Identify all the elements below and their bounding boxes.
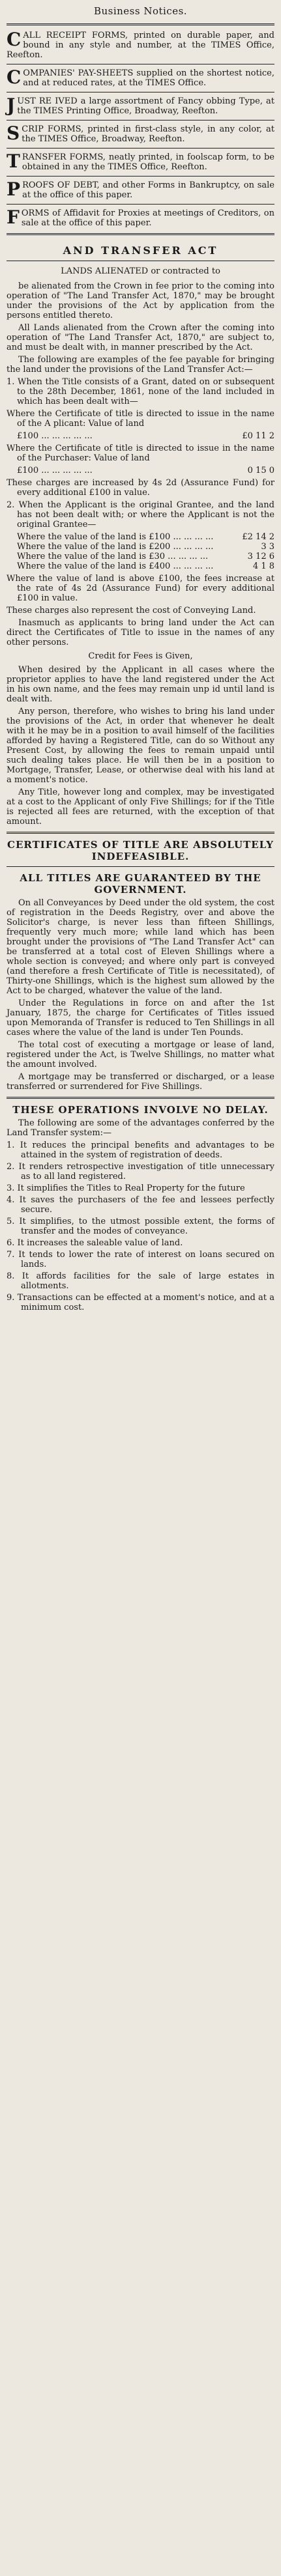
cert-para-4: A mortgage may be transferred or discharged, or a lease transferred or surrendered for Five Shillings. xyxy=(7,1072,274,1092)
drop-cap: S xyxy=(7,122,20,144)
drop-cap: P xyxy=(7,178,21,200)
any-person-para: Any person, therefore, who wishes to bring his land under the provisions of the Act, in order that whenever he dealt with it he may be in a position to avail himself of the facilities afforded by having a Registered Title, can do so Without any Present Cost, by allowing the fees to remain unpaid until such dealing takes place. He will then be in a position to Mortgage, Transfer, Lease, or otherwise deal with his land at a moment's notice. xyxy=(7,707,274,785)
item-purchaser: Where the Certificate of title is directed to issue in the name of the Purchaser: Value of land xyxy=(7,444,274,463)
drop-cap: J xyxy=(7,94,16,116)
any-title-para: Any Title, however long and complex, may be investigated at a cost to the Applicant of only Five Shillings; for if the Title is rejected all fees are returned, with the exception of that amount. xyxy=(7,787,274,827)
ad-notice xyxy=(7,124,274,144)
ad-notice xyxy=(7,31,274,60)
fee-amount: £0 11 2 xyxy=(242,431,274,441)
cert-para-2: Under the Regulations in force on and after the 1st January, 1875, the charge for Certificates of Titles issued upon Memoranda of Transfer is reduced to Ten Shillings in all cases where the value of the land is under Ten Pounds. xyxy=(7,998,274,1038)
list-item: 4. It saves the purchasers of the fee and lessees perfectly secure. xyxy=(7,1195,274,1215)
credit-heading: Credit for Fees is Given, xyxy=(88,651,193,661)
fee-amount: 3 12 6 xyxy=(247,552,274,561)
ads-column xyxy=(7,31,274,228)
ad-notice xyxy=(7,152,274,172)
drop-cap: F xyxy=(7,206,20,228)
fee-amount: 3 3 xyxy=(261,542,274,552)
fee-row xyxy=(7,552,274,561)
fee-label: Where the value of the land is £30 ... ... ... ... xyxy=(17,552,209,561)
divider xyxy=(7,233,274,235)
item-increase: These charges are increased by 4s 2d (Assurance Fund) for every additional £100 in value. xyxy=(7,478,274,498)
list-item: 2. It renders retrospective investigation of title unnecessary as to all land registered. xyxy=(7,1162,274,1182)
list-item: 1. It reduces the principal benefits and advantages to be attained in the system of registration of deeds. xyxy=(7,1140,274,1160)
ad-text: CRIP FORMS, printed in first-class style, in any color, at the TIMES Office, Broadway, Reefton. xyxy=(22,124,274,144)
page-header: Business Notices. xyxy=(93,5,188,17)
ad-text: ORMS of Affidavit for Proxies at meetings of Creditors, on sale at the office of this paper. xyxy=(21,208,274,228)
inasmuch-para: Inasmuch as applicants to bring land under the Act can direct the Certificates of Title to issue in the names of any other persons. xyxy=(7,618,274,647)
ad-notice xyxy=(7,68,274,88)
drop-cap: T xyxy=(7,150,20,172)
certificates-heading: CERTIFICATES OF TITLE ARE ABSOLUTELY INDEFEASIBLE. xyxy=(7,839,274,862)
divider xyxy=(7,1097,274,1099)
list-item: 8. It affords facilities for the sale of large estates in allotments. xyxy=(7,1271,274,1291)
item-1: 1. When the Title consists of a Grant, dated on or subsequent to the 28th December, 1861, none of the land included in which has been dealt with— xyxy=(7,377,274,406)
fee-amount: 0 15 0 xyxy=(247,466,274,475)
ad-text: RANSFER FORMS, neatly printed, in foolscap form, to be obtained in any the TIMES Office, Reefton. xyxy=(22,152,274,172)
ad-notice xyxy=(7,96,274,116)
examples-intro: The following are examples of the fee payable for bringing the land under the provisions of the Land Transfer Act:— xyxy=(7,355,274,375)
operations-intro: The following are some of the advantages conferred by the Land Transfer system:— xyxy=(7,1118,274,1138)
advantages-list xyxy=(7,1140,274,1312)
act-intro-2: All Lands alienated from the Crown after the coming into operation of "The Land Transfer Act, 1870," are subject to, and must be dealt with, in manner prescribed by the Act. xyxy=(7,323,274,352)
divider xyxy=(7,148,274,149)
drop-cap: C xyxy=(7,29,22,50)
ad-text: OMPANIES' PAY-SHEETS supplied on the shortest notice, and at reduced rates, at the TIMES Office. xyxy=(23,68,274,88)
fee-row xyxy=(7,431,274,441)
increase-note: Where the value of land is above £100, the fees increase at the rate of 4s 2d (Assurance Fund) for every additional £100 in value. xyxy=(7,574,274,603)
act-subtitle: LANDS ALIENATED or contracted to xyxy=(61,266,220,276)
item-2: 2. When the Applicant is the original Grantee, and the land has not been dealt with; or where the Applicant is not the original Grantee— xyxy=(7,500,274,530)
fee-row xyxy=(7,466,274,475)
conveyancing-note: These charges also represent the cost of Conveying Land. xyxy=(7,606,256,616)
act-title: AND TRANSFER ACT xyxy=(63,244,218,257)
fee-label: £100 ... ... ... ... ... xyxy=(17,466,93,475)
fee-amount: 4 1 8 xyxy=(252,561,274,571)
ad-notice xyxy=(7,208,274,228)
fee-label: Where the value of the land is £200 ... ... ... ... xyxy=(17,542,214,552)
ad-text: ALL RECEIPT FORMS, printed on durable paper, and bound in any style and number, at the TIMES Office, Reefton. xyxy=(7,31,274,60)
divider xyxy=(7,23,274,25)
cert-para-3: The total cost of executing a mortgage or lease of land, registered under the Act, is Twelve Shillings, no matter what the amount involved. xyxy=(7,1040,274,1069)
list-item: 9. Transactions can be effected at a moment's notice, and at a minimum cost. xyxy=(7,1293,274,1312)
divider xyxy=(7,866,274,867)
guarantee-heading: ALL TITLES ARE GUARANTEED BY THE GOVERNMENT. xyxy=(20,872,261,896)
fee-label: Where the value of the land is £100 ... ... ... ... xyxy=(17,532,214,542)
fee-row xyxy=(7,561,274,571)
fee-row xyxy=(7,532,274,542)
act-intro: be alienated from the Crown in fee prior to the coming into operation of "The Land Transfer Act, 1870," may be brought under the provisions of the Act by application from the persons entitled thereto. xyxy=(7,281,274,320)
divider xyxy=(7,832,274,834)
cert-para-1: On all Conveyances by Deed under the old system, the cost of registration in the Deeds Registry, over and above the Solicitor's charge, is never less than fifteen Shillings, frequently very much more; while land which has been brought under the provisions of "The Land Transfer Act" can be transferred at a total cost of Eleven Shillings where a whole section is conveyed; and where only part is conveyed (and therefore a fresh Certificate of Title is necessitated), of Thirty-one Shillings, which is the highest sum allowed by the Act to be charged, whatever the value of the land. xyxy=(7,898,274,996)
operations-heading: THESE OPERATIONS INVOLVE NO DELAY. xyxy=(12,1104,269,1116)
fee-label: £100 ... ... ... ... ... xyxy=(17,431,93,441)
list-item: 5. It simplifies, to the utmost possible extent, the forms of transfer and the modes of conveyance. xyxy=(7,1217,274,1236)
drop-cap: C xyxy=(7,66,22,88)
list-item: 6. It increases the saleable value of land. xyxy=(7,1238,183,1248)
divider xyxy=(7,204,274,205)
item-applicant: Where the Certificate of title is directed to issue in the name of the A plicant: Value of land xyxy=(7,409,274,429)
fee-amount: £2 14 2 xyxy=(242,532,274,542)
ad-text: ROOFS OF DEBT, and other Forms in Bankruptcy, on sale at the office of this paper. xyxy=(22,180,274,200)
list-item: 3. It simplifies the Titles to Real Property for the future xyxy=(7,1183,245,1193)
fee-label: Where the value of the land is £400 ... ... ... ... xyxy=(17,561,214,571)
fee-row xyxy=(7,542,274,552)
divider xyxy=(7,176,274,177)
credit-para: When desired by the Applicant in all cases where the proprietor applies to have the land registered under the Act in his own name, and the fees may remain unp id until land is dealt with. xyxy=(7,665,274,704)
ad-notice xyxy=(7,180,274,200)
list-item: 7. It tends to lower the rate of interest on loans secured on lands. xyxy=(7,1250,274,1269)
ad-text: UST RE IVED a large assortment of Fancy obbing Type, at the TIMES Printing Office, Broadway, Reefton. xyxy=(17,96,274,116)
